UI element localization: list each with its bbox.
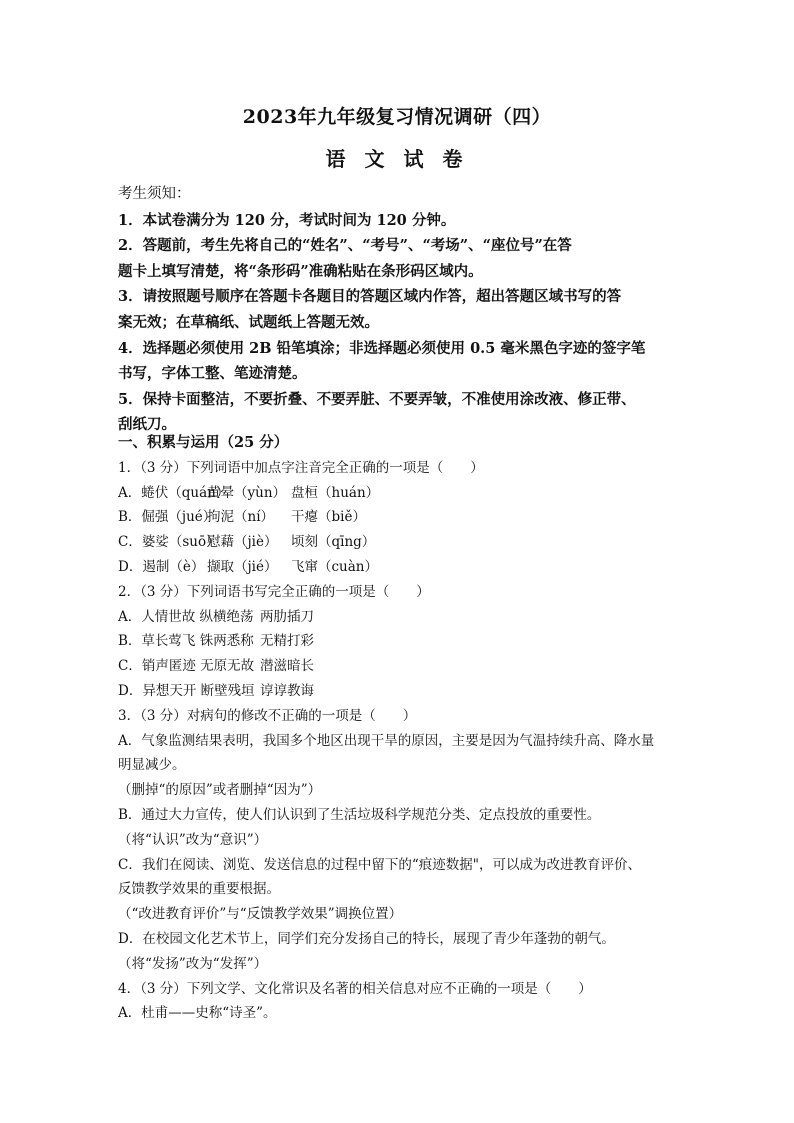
question-3-line: （将“认识”改为“意识”） bbox=[118, 831, 268, 848]
question-4-stem: 4．（3 分）下列文学、文化常识及名著的相关信息对应不正确的一项是（ ） bbox=[118, 980, 592, 997]
option-term: 盘桓（huán） bbox=[291, 484, 380, 501]
question-3-line: 反馈教学效果的重要根据。 bbox=[118, 881, 280, 898]
note-line: 4．选择题必须使用 2B 铅笔填涂；非选择题必须使用 0.5 毫米黑色字迹的签字笔 bbox=[118, 339, 646, 357]
question-3-line: （将“发扬”改为“发挥”） bbox=[118, 955, 268, 972]
section-heading: 一、积累与运用（25 分） bbox=[118, 434, 289, 451]
option-term: 慰藉（jiè） bbox=[207, 534, 278, 551]
option-term: 两肋插刀 bbox=[260, 608, 314, 625]
option-term: B．倔强（jué） bbox=[118, 509, 217, 526]
option-term: 顷刻（qīng） bbox=[291, 534, 376, 551]
note-line: 1．本试卷满分为 120 分，考试时间为 120 分钟。 bbox=[118, 211, 456, 229]
question-3-line: （“改进教育评价”与“反馈教学效果”调换位置） bbox=[118, 906, 403, 923]
option-term: 无精打彩 bbox=[260, 633, 314, 650]
option-term: D．异想天开 断壁残垣 bbox=[118, 682, 255, 699]
question-3-line: B．通过大力宣传，使人们认识到了生活垃圾科学规范分类、定点投放的重要性。 bbox=[118, 806, 601, 823]
option-term: A．人情世故 纵横绝荡 bbox=[118, 608, 254, 625]
question-2-option-a bbox=[118, 605, 678, 630]
option-term: 黄晕（yùn） bbox=[207, 484, 287, 501]
note-line: 2．答题前，考生先将自己的“姓名”、“考号”、“考场”、“座位号”在答 bbox=[118, 237, 572, 255]
question-2-option-c bbox=[118, 654, 678, 679]
option-term: D．遏制（è） bbox=[118, 558, 205, 575]
exam-title: 2023年九年级复习情况调研（四） bbox=[242, 106, 552, 128]
question-4-line: A．杜甫——史称“诗圣”。 bbox=[118, 1005, 277, 1022]
candidate-notes bbox=[118, 182, 678, 438]
notes-heading: 考生须知： bbox=[118, 186, 191, 202]
exam-subtitle: 语 文 试 卷 bbox=[325, 147, 469, 171]
option-term: 撷取（jié） bbox=[207, 558, 278, 575]
note-line: 3．请按照题号顺序在答题卡各题目的答题区域内作答，超出答题区域书写的答 bbox=[118, 288, 622, 306]
section-accumulation bbox=[118, 431, 678, 1026]
question-3-line: D．在校园文化艺术节上，同学们充分发扬自己的特长，展现了青少年蓬勃的朝气。 bbox=[118, 930, 615, 947]
note-line: 案无效；在草稿纸、试题纸上答题无效。 bbox=[118, 313, 379, 331]
question-3-stem: 3．（3 分）对病句的修改不正确的一项是（ ） bbox=[118, 707, 417, 724]
option-term: 潜滋暗长 bbox=[260, 658, 314, 675]
note-line: 刮纸刀。 bbox=[118, 416, 176, 434]
option-term: B．草长莺飞 铢两悉称 bbox=[118, 633, 254, 650]
note-line: 5．保持卡面整洁，不要折叠、不要弄脏、不要弄皱，不准使用涂改液、修正带、 bbox=[118, 390, 636, 408]
question-3-line: （删掉“的原因”或者删掉“因为”） bbox=[118, 782, 322, 799]
question-2-stem: 2．（3 分）下列词语书写完全正确的一项是（ ） bbox=[118, 583, 430, 600]
question-1-option-d bbox=[118, 555, 678, 580]
question-3-line: A．气象监测结果表明，我国多个地区出现干旱的原因，主要是因为气温持续升高、降水量 bbox=[118, 732, 655, 749]
question-1-option-c bbox=[118, 530, 678, 555]
question-1-stem: 1．（3 分）下列词语中加点字注音完全正确的一项是（ ） bbox=[118, 459, 484, 476]
option-term: C．销声匿迹 无原无故 bbox=[118, 658, 255, 675]
note-line: 题卡上填写清楚，将“条形码”准确粘贴在条形码区域内。 bbox=[118, 262, 483, 280]
question-1-option-b bbox=[118, 505, 678, 530]
option-term: 谆谆教诲 bbox=[260, 682, 314, 699]
option-term: A．蜷伏（quán） bbox=[118, 484, 230, 501]
question-2-option-d bbox=[118, 679, 678, 704]
option-term: C．婆娑（suō） bbox=[118, 534, 220, 551]
note-line: 书写，字体工整、笔迹清楚。 bbox=[118, 365, 307, 383]
option-term: 拘泥（ní） bbox=[207, 509, 275, 526]
question-3-line: C．我们在阅读、浏览、发送信息的过程中留下的“痕迹数据"，可以成为改进教育评价、 bbox=[118, 856, 641, 873]
question-1-option-a bbox=[118, 481, 678, 506]
question-3-line: 明显减少。 bbox=[118, 757, 186, 774]
option-term: 干瘪（biě） bbox=[291, 509, 366, 526]
option-term: 飞窜（cuàn） bbox=[291, 558, 378, 575]
question-2-option-b bbox=[118, 629, 678, 654]
